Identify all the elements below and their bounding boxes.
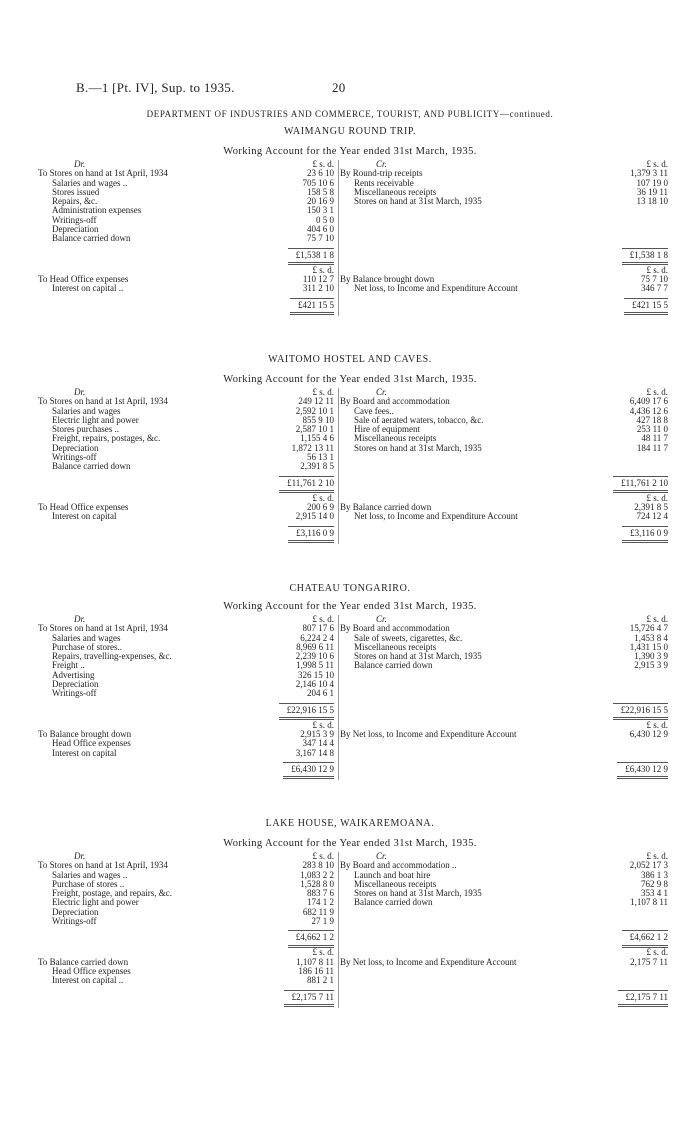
credit-label: Cr. bbox=[376, 851, 387, 861]
ledger-item-label: Writings-off bbox=[52, 688, 97, 699]
ledger-item-amount: 204 6 1 bbox=[307, 688, 334, 699]
ledger-item-amount: 56 13 1 bbox=[307, 452, 334, 463]
ledger-item-label: Salaries and wages bbox=[52, 405, 121, 416]
ledger-item-amount: 150 3 1 bbox=[307, 205, 334, 216]
ledger-item-label: Interest on capital bbox=[52, 747, 117, 758]
ledger-row bbox=[340, 671, 668, 680]
ledger-row bbox=[340, 225, 668, 234]
credit-column bbox=[340, 388, 668, 544]
credit-label: Cr. bbox=[376, 387, 387, 397]
currency-units: £ s. d. bbox=[312, 947, 334, 958]
ledger-row bbox=[340, 749, 668, 758]
working-account-title: Working Account for the Year ended 31st March, 1935. bbox=[223, 374, 477, 385]
ledger-item-amount: 347 14 4 bbox=[302, 738, 334, 749]
ledger-item-label: Stores on hand at 31st March, 1935 bbox=[354, 442, 482, 453]
total-row bbox=[340, 758, 668, 780]
ledger-item-amount: 2,052 17 3 bbox=[629, 860, 668, 871]
ledger-row bbox=[340, 453, 668, 462]
credit-label: Cr. bbox=[376, 614, 387, 624]
ledger-row bbox=[38, 512, 338, 521]
ledger-item-label: Miscellaneous receipts bbox=[354, 878, 437, 889]
account-total: £6,430 12 9 bbox=[617, 762, 668, 779]
ledger-item-amount: 2,175 7 11 bbox=[630, 956, 668, 967]
ledger-row bbox=[340, 284, 668, 293]
currency-units: £ s. d. bbox=[312, 492, 334, 503]
ledger-item-amount: 762 9 8 bbox=[641, 878, 668, 889]
ledger-row bbox=[340, 967, 668, 976]
ledger-row bbox=[340, 512, 668, 521]
total-row bbox=[38, 522, 338, 544]
ledger-item-label: To Stores on hand at 1st April, 1934 bbox=[38, 623, 168, 634]
ledger-row bbox=[38, 689, 338, 698]
ledger-item-amount: 1,083 2 2 bbox=[300, 869, 334, 880]
ledger-item-amount: 75 7 10 bbox=[641, 273, 668, 284]
ledger-item-amount: 1,528 8 0 bbox=[300, 878, 334, 889]
ledger-item-amount: 881 2 1 bbox=[307, 975, 334, 986]
ledger-item-label: Administration expenses bbox=[52, 205, 142, 216]
ledger-item-amount: 15,726 4 7 bbox=[629, 623, 668, 634]
ledger-item-label: By Balance brought down bbox=[340, 273, 435, 284]
ledger-item-label: Depreciation bbox=[52, 224, 99, 235]
account-total: £11,761 2 10 bbox=[279, 476, 334, 493]
account-total: £2,175 7 11 bbox=[284, 990, 334, 1007]
account-total: £4,662 1 2 bbox=[622, 930, 668, 947]
currency-units: £ s. d. bbox=[646, 851, 668, 861]
ledger-item-amount: 13 18 10 bbox=[636, 196, 668, 207]
ledger-item-amount: 2,915 3 9 bbox=[634, 660, 668, 671]
currency-units: £ s. d. bbox=[646, 947, 668, 958]
total-row bbox=[340, 926, 668, 948]
ledger-item-amount: 855 9 10 bbox=[302, 414, 334, 425]
ledger-item-amount: 253 11 0 bbox=[636, 424, 668, 435]
ledger-item-label: Salaries and wages .. bbox=[52, 869, 128, 880]
ledger-item-label: Interest on capital .. bbox=[52, 283, 124, 294]
section-title: CHATEAU TONGARIRO. bbox=[289, 583, 411, 594]
ledger-item-label: Electric light and power bbox=[52, 897, 139, 908]
account-total: £1,538 1 8 bbox=[288, 248, 334, 265]
ledger-item-amount: 326 15 10 bbox=[298, 669, 334, 680]
ledger-item-label: Sale of sweets, cigarettes, &c. bbox=[354, 632, 463, 643]
ledger-item-amount: 2,915 3 9 bbox=[300, 728, 334, 739]
currency-units: £ s. d. bbox=[646, 719, 668, 730]
ledger-row bbox=[340, 739, 668, 748]
ledger-item-label: Stores on hand at 31st March, 1935 bbox=[354, 651, 482, 662]
debit-label: Dr. bbox=[74, 159, 86, 169]
ledger-item-label: Net loss, to Income and Expenditure Account bbox=[354, 283, 518, 294]
ledger-item-amount: 75 7 10 bbox=[307, 233, 334, 244]
account-total: £22,916 15 5 bbox=[613, 703, 668, 720]
ledger-item-label: Cave fees.. bbox=[354, 405, 394, 416]
ledger-item-amount: 107 19 0 bbox=[636, 177, 668, 188]
ledger-item-amount: 0 5 0 bbox=[316, 214, 334, 225]
ledger-item-amount: 682 11 9 bbox=[302, 906, 334, 917]
ledger-item-label: Stores issued bbox=[52, 186, 100, 197]
debit-column bbox=[38, 615, 338, 780]
currency-units: £ s. d. bbox=[646, 159, 668, 169]
working-account-title: Working Account for the Year ended 31st March, 1935. bbox=[223, 601, 477, 612]
ledger-item-label: Writings-off bbox=[52, 214, 97, 225]
ledger-item-amount: 6,409 17 6 bbox=[629, 396, 668, 407]
section-title: LAKE HOUSE, WAIKAREMOANA. bbox=[265, 818, 435, 829]
ledger-item-label: Miscellaneous receipts bbox=[354, 641, 437, 652]
column-divider bbox=[338, 388, 339, 544]
debit-label: Dr. bbox=[74, 387, 86, 397]
ledger-item-label: By Net loss, to Income and Expenditure Account bbox=[340, 728, 517, 739]
ledger-item-amount: 1,107 8 11 bbox=[630, 897, 668, 908]
credit-column bbox=[340, 615, 668, 780]
ledger-item-label: Purchase of stores .. bbox=[52, 878, 125, 889]
ledger-item-amount: 1,431 15 0 bbox=[629, 641, 668, 652]
ledger-row bbox=[38, 234, 338, 243]
account-total: £22,916 15 5 bbox=[279, 703, 334, 720]
ledger-item-label: By Net loss, to Income and Expenditure Account bbox=[340, 956, 517, 967]
total-row bbox=[340, 522, 668, 544]
account-total: £11,761 2 10 bbox=[613, 476, 668, 493]
ledger-item-amount: 20 16 9 bbox=[307, 196, 334, 207]
total-row bbox=[38, 244, 338, 266]
ledger-item-label: By Board and accommodation bbox=[340, 623, 450, 634]
ledger-item-amount: 883 7 6 bbox=[307, 888, 334, 899]
ledger-item-label: Interest on capital bbox=[52, 511, 117, 522]
total-row bbox=[340, 472, 668, 494]
ledger-item-amount: 110 12 7 bbox=[302, 273, 334, 284]
total-row bbox=[340, 986, 668, 1008]
ledger-item-label: To Head Office expenses bbox=[38, 501, 129, 512]
ledger-item-label: Repairs, &c. bbox=[52, 196, 98, 207]
debit-column bbox=[38, 160, 338, 316]
ledger-item-amount: 311 2 10 bbox=[302, 283, 334, 294]
ledger-item-amount: 2,391 8 5 bbox=[300, 461, 334, 472]
currency-units: £ s. d. bbox=[646, 614, 668, 624]
total-row bbox=[340, 294, 668, 316]
currency-units: £ s. d. bbox=[646, 387, 668, 397]
ledger-item-amount: 346 7 7 bbox=[641, 283, 668, 294]
ledger-item-label: Depreciation bbox=[52, 906, 99, 917]
ledger-item-amount: 427 18 8 bbox=[636, 414, 668, 425]
account-total: £6,430 12 9 bbox=[283, 762, 334, 779]
column-divider bbox=[338, 852, 339, 1008]
ledger-item-label: Freight, repairs, postages, &c. bbox=[52, 433, 161, 444]
ledger-item-amount: 2,915 14 0 bbox=[295, 511, 334, 522]
ledger-item-amount: 1,379 3 11 bbox=[630, 168, 668, 179]
ledger-item-amount: 48 11 7 bbox=[641, 433, 668, 444]
ledger-item-label: To Balance brought down bbox=[38, 728, 132, 739]
ledger-item-amount: 1,998 5 11 bbox=[296, 660, 334, 671]
ledger-item-label: Interest on capital .. bbox=[52, 975, 124, 986]
currency-units: £ s. d. bbox=[312, 159, 334, 169]
ledger-item-amount: 3,167 14 8 bbox=[295, 747, 334, 758]
ledger-item-amount: 249 12 11 bbox=[298, 396, 334, 407]
ledger-item-label: By Board and accommodation bbox=[340, 396, 450, 407]
ledger-row bbox=[340, 462, 668, 471]
ledger-row bbox=[340, 898, 668, 907]
section-title: WAITOMO HOSTEL AND CAVES. bbox=[268, 354, 432, 365]
ledger-row bbox=[340, 958, 668, 967]
ledger-item-label: To Stores on hand at 1st April, 1934 bbox=[38, 396, 168, 407]
ledger-item-amount: 724 12 4 bbox=[636, 511, 668, 522]
ledger-item-amount: 36 19 11 bbox=[636, 186, 668, 197]
total-row bbox=[38, 986, 338, 1008]
account-total: £3,116 0 9 bbox=[288, 526, 334, 543]
ledger-row bbox=[38, 917, 338, 926]
ledger-row bbox=[340, 197, 668, 206]
ledger-item-label: Writings-off bbox=[52, 452, 97, 463]
working-account-title: Working Account for the Year ended 31st March, 1935. bbox=[223, 146, 477, 157]
total-row bbox=[38, 472, 338, 494]
ledger-item-label: By Balance carried down bbox=[340, 501, 432, 512]
ledger-item-label: Depreciation bbox=[52, 679, 99, 690]
ledger-item-amount: 1,155 4 6 bbox=[300, 433, 334, 444]
ledger-item-label: Repairs, travelling-expenses, &c. bbox=[52, 651, 172, 662]
total-row bbox=[38, 699, 338, 721]
ledger-item-label: To Head Office expenses bbox=[38, 273, 129, 284]
ledger-item-label: Launch and boat hire bbox=[354, 869, 431, 880]
ledger-item-amount: 2,239 10 6 bbox=[295, 651, 334, 662]
ledger-item-amount: 353 4 1 bbox=[641, 888, 668, 899]
account-total: £421 15 5 bbox=[290, 298, 334, 315]
ledger-item-label: Purchase of stores.. bbox=[52, 641, 122, 652]
ledger-item-label: Miscellaneous receipts bbox=[354, 186, 437, 197]
ledger-item-amount: 404 6 0 bbox=[307, 224, 334, 235]
ledger-item-label: Rents receivable bbox=[354, 177, 414, 188]
ledger-item-label: Depreciation bbox=[52, 442, 99, 453]
department-heading: DEPARTMENT OF INDUSTRIES AND COMMERCE, TOURIST, AND PUBLICITY—continued. bbox=[146, 109, 554, 119]
ledger-row bbox=[340, 976, 668, 985]
header-reference: B.—1 [Pt. IV], Sup. to 1935. bbox=[76, 80, 235, 95]
ledger-item-label: To Stores on hand at 1st April, 1934 bbox=[38, 168, 168, 179]
currency-units: £ s. d. bbox=[312, 264, 334, 275]
ledger-item-label: Hire of equipment bbox=[354, 424, 420, 435]
ledger-item-label: Advertising bbox=[52, 669, 95, 680]
ledger-item-amount: 184 11 7 bbox=[636, 442, 668, 453]
ledger-item-amount: 6,224 2 4 bbox=[300, 632, 334, 643]
debit-column bbox=[38, 388, 338, 544]
ledger-item-label: Net loss, to Income and Expenditure Account bbox=[354, 511, 518, 522]
currency-units: £ s. d. bbox=[646, 264, 668, 275]
ledger-row bbox=[38, 749, 338, 758]
ledger-item-amount: 386 1 3 bbox=[641, 869, 668, 880]
debit-label: Dr. bbox=[74, 851, 86, 861]
ledger-item-amount: 807 17 6 bbox=[302, 623, 334, 634]
ledger-item-label: Salaries and wages .. bbox=[52, 177, 128, 188]
page-header bbox=[76, 80, 346, 96]
column-divider bbox=[338, 615, 339, 780]
currency-units: £ s. d. bbox=[312, 851, 334, 861]
account-total: £1,538 1 8 bbox=[622, 248, 668, 265]
ledger-row bbox=[38, 462, 338, 471]
ledger-row bbox=[340, 206, 668, 215]
ledger-item-label: Head Office expenses bbox=[52, 965, 131, 976]
debit-label: Dr. bbox=[74, 614, 86, 624]
ledger-item-label: Stores on hand at 31st March, 1935 bbox=[354, 888, 482, 899]
ledger-item-amount: 23 6 10 bbox=[307, 168, 334, 179]
ledger-item-amount: 6,430 12 9 bbox=[629, 728, 668, 739]
ledger-item-amount: 4,436 12 6 bbox=[629, 405, 668, 416]
ledger-item-amount: 2,587 10 1 bbox=[295, 424, 334, 435]
total-row bbox=[38, 758, 338, 780]
total-row bbox=[38, 294, 338, 316]
ledger-item-label: Salaries and wages bbox=[52, 632, 121, 643]
currency-units: £ s. d. bbox=[312, 614, 334, 624]
ledger-item-amount: 2,391 8 5 bbox=[634, 501, 668, 512]
ledger-item-label: By Round-trip receipts bbox=[340, 168, 423, 179]
total-row bbox=[340, 699, 668, 721]
ledger-row bbox=[340, 680, 668, 689]
ledger-row bbox=[38, 976, 338, 985]
ledger-row bbox=[340, 234, 668, 243]
currency-units: £ s. d. bbox=[312, 719, 334, 730]
ledger-item-amount: 27 1 9 bbox=[311, 916, 334, 927]
ledger-item-label: To Stores on hand at 1st April, 1934 bbox=[38, 860, 168, 871]
ledger-item-amount: 186 16 11 bbox=[298, 965, 334, 976]
ledger-item-amount: 200 6 9 bbox=[307, 501, 334, 512]
section-title: WAIMANGU ROUND TRIP. bbox=[283, 126, 417, 137]
ledger-row bbox=[38, 284, 338, 293]
ledger-item-label: Head Office expenses bbox=[52, 738, 131, 749]
debit-column bbox=[38, 852, 338, 1008]
ledger-item-amount: 2,592 10 1 bbox=[295, 405, 334, 416]
ledger-row bbox=[340, 689, 668, 698]
working-account-title: Working Account for the Year ended 31st March, 1935. bbox=[223, 838, 477, 849]
ledger-item-amount: 8,969 6 11 bbox=[296, 641, 334, 652]
ledger-row bbox=[340, 216, 668, 225]
credit-column bbox=[340, 160, 668, 316]
total-row bbox=[340, 244, 668, 266]
ledger-item-amount: 2,146 10 4 bbox=[295, 679, 334, 690]
column-divider bbox=[338, 160, 339, 316]
account-total: £3,116 0 9 bbox=[622, 526, 668, 543]
ledger-item-label: Miscellaneous receipts bbox=[354, 433, 437, 444]
ledger-item-amount: 1,453 8 4 bbox=[634, 632, 668, 643]
ledger-item-label: Balance carried down bbox=[354, 660, 433, 671]
ledger-row bbox=[340, 444, 668, 453]
ledger-item-label: Stores purchases .. bbox=[52, 424, 119, 435]
credit-label: Cr. bbox=[376, 159, 387, 169]
credit-column bbox=[340, 852, 668, 1008]
account-total: £2,175 7 11 bbox=[618, 990, 668, 1007]
ledger-row bbox=[340, 908, 668, 917]
account-total: £4,662 1 2 bbox=[288, 930, 334, 947]
currency-units: £ s. d. bbox=[646, 492, 668, 503]
ledger-item-label: Writings-off bbox=[52, 916, 97, 927]
ledger-item-label: Balance carried down bbox=[52, 461, 131, 472]
account-total: £421 15 5 bbox=[624, 298, 668, 315]
ledger-item-amount: 158 5 8 bbox=[307, 186, 334, 197]
ledger-item-amount: 1,872 13 11 bbox=[291, 442, 334, 453]
ledger-item-label: Sale of aerated waters, tobacco, &c. bbox=[354, 414, 484, 425]
ledger-item-amount: 1,390 3 9 bbox=[634, 651, 668, 662]
ledger-item-label: To Balance carried down bbox=[38, 956, 129, 967]
ledger-row bbox=[340, 661, 668, 670]
ledger-item-label: Stores on hand at 31st March, 1935 bbox=[354, 196, 482, 207]
total-row bbox=[38, 926, 338, 948]
ledger-item-amount: 705 10 6 bbox=[302, 177, 334, 188]
ledger-item-label: Balance carried down bbox=[354, 897, 433, 908]
ledger-row bbox=[340, 730, 668, 739]
ledger-item-label: By Board and accommodation .. bbox=[340, 860, 457, 871]
page-number: 20 bbox=[332, 80, 346, 95]
currency-units: £ s. d. bbox=[312, 387, 334, 397]
ledger-item-amount: 174 1 2 bbox=[307, 897, 334, 908]
ledger-item-label: Freight .. bbox=[52, 660, 85, 671]
ledger-item-label: Electric light and power bbox=[52, 414, 139, 425]
ledger-item-label: Freight, postage, and repairs, &c. bbox=[52, 888, 172, 899]
ledger-item-amount: 283 8 10 bbox=[302, 860, 334, 871]
ledger-row bbox=[340, 917, 668, 926]
ledger-item-label: Balance carried down bbox=[52, 233, 131, 244]
ledger-item-amount: 1,107 8 11 bbox=[296, 956, 334, 967]
